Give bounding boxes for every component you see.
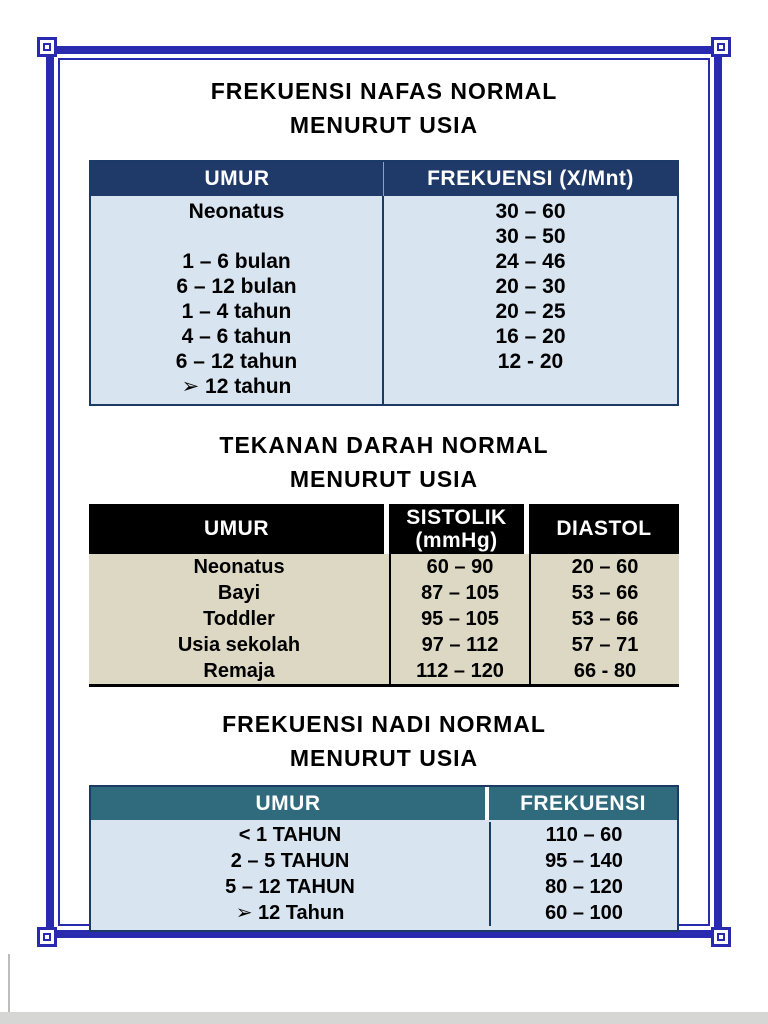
table-header-frekuensi: FREKUENSI: [489, 787, 677, 820]
section-title-respiration: [46, 76, 722, 140]
table-cell-line: 16 – 20: [495, 325, 566, 348]
title-line: FREKUENSI NAFAS NORMAL: [210, 78, 558, 104]
table-cell-line: Neonatus: [188, 200, 285, 223]
table-cell-line: 30 – 50: [495, 225, 566, 248]
umur-cell: Usia sekolah: [177, 634, 301, 656]
header-line: (mmHg): [415, 529, 498, 552]
title-line: MENURUT USIA: [289, 112, 479, 138]
table-cell-line: [384, 374, 677, 399]
table-cell-line: 30 – 60: [495, 200, 566, 223]
table-header-row: [91, 162, 677, 196]
umur-cell: < 1 TAHUN: [238, 824, 342, 846]
sistolik-cell: 112 – 120: [389, 658, 529, 684]
table-cell-line: 1 – 4 tahun: [181, 300, 292, 323]
frekuensi-cell: 110 – 60: [489, 822, 677, 848]
table-header-row: [91, 787, 677, 820]
diastol-cell: 53 – 66: [529, 580, 679, 606]
sistolik-cell: 95 – 105: [389, 606, 529, 632]
table-header-sistolik: [389, 504, 529, 554]
table-row: [91, 874, 677, 900]
diastol-cell: 66 - 80: [529, 658, 679, 684]
table-header-umur: UMUR: [89, 504, 389, 554]
table-header-umur: UMUR: [91, 787, 489, 820]
table-cell-line: 6 – 12 bulan: [176, 275, 297, 298]
header-line: SISTOLIK: [406, 506, 507, 529]
table-cell-line: ➢ 12 tahun: [181, 375, 292, 398]
umur-column: [91, 196, 384, 404]
umur-cell: 5 – 12 TAHUN: [225, 876, 355, 898]
table-header-diastol: DIASTOL: [529, 504, 679, 554]
table-cell-line: 24 – 46: [495, 250, 566, 273]
umur-cell: 2 – 5 TAHUN: [230, 850, 350, 872]
table-row: [91, 848, 677, 874]
table-row: [89, 554, 679, 580]
blood-pressure-table: [89, 504, 679, 687]
page-content: [46, 46, 722, 938]
table-cell-line: 12 - 20: [497, 350, 564, 373]
respiration-rate-table: [89, 160, 679, 406]
table-body: [91, 820, 677, 930]
table-row: [91, 822, 677, 848]
sistolik-cell: 60 – 90: [389, 554, 529, 580]
table-header-frekuensi: FREKUENSI (X/Mnt): [427, 167, 634, 190]
umur-cell: Toddler: [203, 608, 275, 630]
table-cell-line: [91, 224, 382, 249]
table-body: [89, 554, 679, 687]
table-cell-line: 20 – 30: [495, 275, 566, 298]
frekuensi-cell: 60 – 100: [489, 900, 677, 926]
section-title-pulse: [46, 709, 722, 773]
table-cell-line: 6 – 12 tahun: [175, 350, 298, 373]
pulse-rate-table: [89, 785, 679, 932]
umur-cell: Bayi: [217, 582, 261, 604]
table-header-umur: UMUR: [91, 162, 384, 196]
section-title-blood-pressure: [46, 430, 722, 494]
table-cell-line: 4 – 6 tahun: [181, 325, 292, 348]
diastol-cell: 57 – 71: [529, 632, 679, 658]
umur-cell: Remaja: [203, 660, 275, 682]
umur-cell: ➢ 12 Tahun: [235, 902, 345, 924]
frekuensi-column: [384, 196, 677, 404]
sistolik-cell: 87 – 105: [389, 580, 529, 606]
table-cell-line: 1 – 6 bulan: [182, 250, 291, 273]
table-row: [91, 900, 677, 926]
table-row: [89, 658, 679, 684]
title-line: MENURUT USIA: [289, 745, 479, 771]
table-body: [91, 196, 677, 404]
diastol-cell: 20 – 60: [529, 554, 679, 580]
diastol-cell: 53 – 66: [529, 606, 679, 632]
title-line: TEKANAN DARAH NORMAL: [219, 432, 549, 458]
table-header-row: [89, 504, 679, 554]
table-row: [89, 632, 679, 658]
frekuensi-cell: 95 – 140: [489, 848, 677, 874]
sistolik-cell: 97 – 112: [389, 632, 529, 658]
umur-cell: Neonatus: [193, 556, 285, 578]
table-row: [89, 580, 679, 606]
frekuensi-cell: 80 – 120: [489, 874, 677, 900]
scan-artifact-strip: [0, 1012, 768, 1024]
table-cell-line: 20 – 25: [495, 300, 566, 323]
title-line: FREKUENSI NADI NORMAL: [222, 711, 546, 737]
table-row: [89, 606, 679, 632]
title-line: MENURUT USIA: [289, 466, 479, 492]
